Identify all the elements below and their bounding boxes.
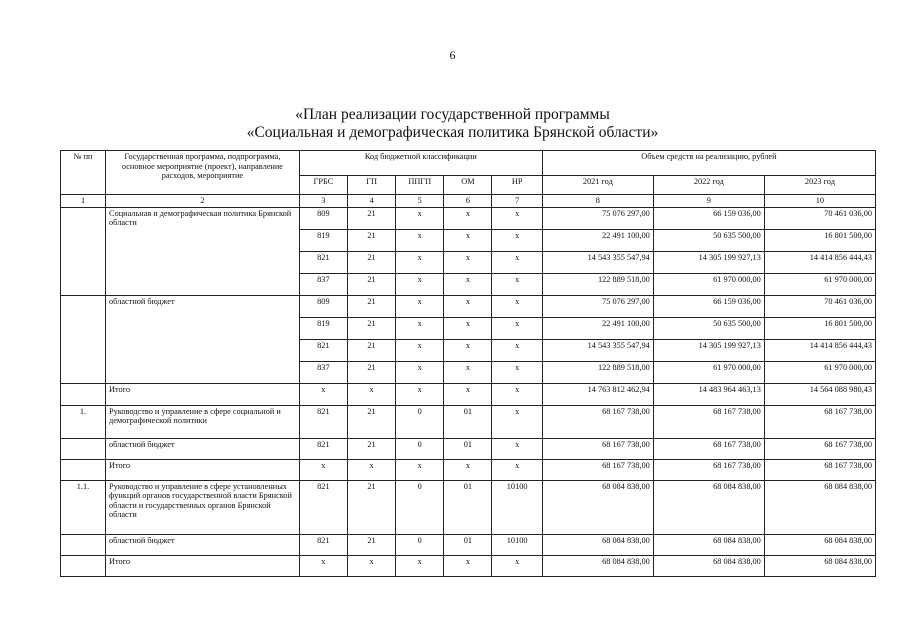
grbs-cell: х xyxy=(299,555,347,576)
gp-cell: 21 xyxy=(347,361,395,383)
header-program: Государственная программа, подпрограмма, основное мероприятие (проект), направление расходов, мероприятие xyxy=(106,151,300,195)
ppgp-cell: х xyxy=(396,317,444,339)
om-cell: х xyxy=(444,251,492,273)
amount-2022-cell: 50 635 500,00 xyxy=(653,317,764,339)
header-nr: НР xyxy=(492,176,542,195)
nr-cell: х xyxy=(492,459,542,480)
gp-cell: х xyxy=(347,383,395,405)
om-cell: х xyxy=(444,317,492,339)
row-number-cell xyxy=(61,295,106,383)
amount-2021-cell: 68 084 838,00 xyxy=(542,480,653,534)
row-number-cell: 1. xyxy=(61,405,106,438)
amount-2023-cell: 68 167 738,00 xyxy=(764,405,875,438)
ppgp-cell: 0 xyxy=(396,534,444,555)
amount-2023-cell: 68 084 838,00 xyxy=(764,480,875,534)
ppgp-cell: х xyxy=(396,251,444,273)
header-2021: 2021 год xyxy=(542,176,653,195)
column-number-cell: 6 xyxy=(444,195,492,208)
gp-cell: 21 xyxy=(347,295,395,317)
amount-2021-cell: 68 167 738,00 xyxy=(542,438,653,459)
column-number-cell: 2 xyxy=(106,195,300,208)
title-line-1: «План реализации государственной программы xyxy=(295,106,610,123)
gp-cell: 21 xyxy=(347,534,395,555)
grbs-cell: 819 xyxy=(299,229,347,251)
nr-cell: х xyxy=(492,383,542,405)
om-cell: 01 xyxy=(444,438,492,459)
header-kbk: Код бюджетной классификации xyxy=(299,151,542,176)
amount-2022-cell: 61 970 000,00 xyxy=(653,273,764,295)
om-cell: х xyxy=(444,207,492,229)
nr-cell: х xyxy=(492,251,542,273)
amount-2022-cell: 14 305 199 927,13 xyxy=(653,251,764,273)
gp-cell: 21 xyxy=(347,273,395,295)
amount-2021-cell: 122 889 518,00 xyxy=(542,273,653,295)
amount-2022-cell: 68 084 838,00 xyxy=(653,480,764,534)
amount-2023-cell: 14 564 088 980,43 xyxy=(764,383,875,405)
amount-2023-cell: 68 084 838,00 xyxy=(764,555,875,576)
header-2023: 2023 год xyxy=(764,176,875,195)
amount-2022-cell: 68 167 738,00 xyxy=(653,438,764,459)
header-2022: 2022 год xyxy=(653,176,764,195)
row-number-cell xyxy=(61,207,106,295)
column-number-cell: 3 xyxy=(299,195,347,208)
amount-2023-cell: 14 414 856 444,43 xyxy=(764,339,875,361)
grbs-cell: 821 xyxy=(299,251,347,273)
nr-cell: х xyxy=(492,229,542,251)
nr-cell: 10100 xyxy=(492,480,542,534)
amount-2022-cell: 68 167 738,00 xyxy=(653,459,764,480)
gp-cell: 21 xyxy=(347,438,395,459)
amount-2021-cell: 14 543 355 547,94 xyxy=(542,251,653,273)
row-number-cell: 1.1. xyxy=(61,480,106,534)
grbs-cell: 821 xyxy=(299,405,347,438)
nr-cell: х xyxy=(492,361,542,383)
amount-2023-cell: 61 970 000,00 xyxy=(764,273,875,295)
program-name-cell: областной бюджет xyxy=(106,295,300,383)
program-name-cell: областной бюджет xyxy=(106,534,300,555)
om-cell: х xyxy=(444,229,492,251)
amount-2022-cell: 61 970 000,00 xyxy=(653,361,764,383)
header-num: № пп xyxy=(61,151,106,195)
nr-cell: х xyxy=(492,555,542,576)
amount-2022-cell: 50 635 500,00 xyxy=(653,229,764,251)
row-number-cell xyxy=(61,383,106,405)
amount-2022-cell: 14 305 199 927,13 xyxy=(653,339,764,361)
amount-2023-cell: 16 801 500,00 xyxy=(764,229,875,251)
program-name-cell: Итого xyxy=(106,383,300,405)
amount-2022-cell: 66 159 036,00 xyxy=(653,295,764,317)
program-name-cell: Итого xyxy=(106,555,300,576)
om-cell: 01 xyxy=(444,480,492,534)
ppgp-cell: х xyxy=(396,207,444,229)
column-number-cell: 7 xyxy=(492,195,542,208)
column-number-cell: 9 xyxy=(653,195,764,208)
nr-cell: х xyxy=(492,339,542,361)
row-number-cell xyxy=(61,534,106,555)
program-name-cell: областной бюджет xyxy=(106,438,300,459)
om-cell: х xyxy=(444,459,492,480)
row-number-cell xyxy=(61,438,106,459)
table-row xyxy=(61,438,876,459)
program-name-cell: Социальная и демографическая политика Брянской области xyxy=(106,207,300,295)
row-number-cell xyxy=(61,555,106,576)
ppgp-cell: х xyxy=(396,229,444,251)
amount-2021-cell: 22 491 100,00 xyxy=(542,317,653,339)
amount-2021-cell: 68 084 838,00 xyxy=(542,555,653,576)
amount-2022-cell: 68 084 838,00 xyxy=(653,534,764,555)
table-body xyxy=(61,207,876,576)
program-name-cell: Итого xyxy=(106,459,300,480)
ppgp-cell: х xyxy=(396,459,444,480)
amount-2021-cell: 68 167 738,00 xyxy=(542,459,653,480)
amount-2022-cell: 68 167 738,00 xyxy=(653,405,764,438)
ppgp-cell: х xyxy=(396,555,444,576)
ppgp-cell: 0 xyxy=(396,405,444,438)
grbs-cell: 821 xyxy=(299,534,347,555)
title-line-2: «Социальная и демографическая политика Брянской области» xyxy=(246,124,659,141)
table-row xyxy=(61,405,876,438)
grbs-cell: 837 xyxy=(299,361,347,383)
header-ppgp: ППГП xyxy=(396,176,444,195)
gp-cell: х xyxy=(347,555,395,576)
amount-2021-cell: 68 167 738,00 xyxy=(542,405,653,438)
ppgp-cell: 0 xyxy=(396,438,444,459)
amount-2021-cell: 14 543 355 547,94 xyxy=(542,339,653,361)
grbs-cell: х xyxy=(299,383,347,405)
ppgp-cell: х xyxy=(396,273,444,295)
grbs-cell: 809 xyxy=(299,295,347,317)
amount-2021-cell: 22 491 100,00 xyxy=(542,229,653,251)
om-cell: 01 xyxy=(444,405,492,438)
amount-2023-cell: 61 970 000,00 xyxy=(764,361,875,383)
column-number-cell: 1 xyxy=(61,195,106,208)
gp-cell: 21 xyxy=(347,405,395,438)
amount-2021-cell: 75 076 297,00 xyxy=(542,295,653,317)
nr-cell: х xyxy=(492,405,542,438)
nr-cell: х xyxy=(492,295,542,317)
program-name-cell: Руководство и управление в сфере социальной и демографической политики xyxy=(106,405,300,438)
ppgp-cell: х xyxy=(396,361,444,383)
header-grbs: ГРБС xyxy=(299,176,347,195)
table-row xyxy=(61,534,876,555)
column-number-cell: 10 xyxy=(764,195,875,208)
column-number-cell: 5 xyxy=(396,195,444,208)
amount-2022-cell: 14 483 964 463,13 xyxy=(653,383,764,405)
row-number-cell xyxy=(61,459,106,480)
column-number-cell: 8 xyxy=(542,195,653,208)
om-cell: х xyxy=(444,361,492,383)
column-number-cell: 4 xyxy=(347,195,395,208)
grbs-cell: х xyxy=(299,459,347,480)
header-om: ОМ xyxy=(444,176,492,195)
ppgp-cell: х xyxy=(396,295,444,317)
amount-2021-cell: 14 763 812 462,94 xyxy=(542,383,653,405)
header-gp: ГП xyxy=(347,176,395,195)
program-name-cell: Руководство и управление в сфере установленных функций органов государственной власти Брянской области и государственных органов Брянской области xyxy=(106,480,300,534)
amount-2023-cell: 68 167 738,00 xyxy=(764,438,875,459)
grbs-cell: 821 xyxy=(299,438,347,459)
amount-2023-cell: 16 801 500,00 xyxy=(764,317,875,339)
amount-2023-cell: 68 167 738,00 xyxy=(764,459,875,480)
om-cell: х xyxy=(444,295,492,317)
om-cell: х xyxy=(444,383,492,405)
om-cell: х xyxy=(444,555,492,576)
gp-cell: 21 xyxy=(347,317,395,339)
gp-cell: 21 xyxy=(347,480,395,534)
ppgp-cell: 0 xyxy=(396,480,444,534)
grbs-cell: 821 xyxy=(299,480,347,534)
nr-cell: х xyxy=(492,438,542,459)
om-cell: 01 xyxy=(444,534,492,555)
ppgp-cell: х xyxy=(396,339,444,361)
amount-2022-cell: 68 084 838,00 xyxy=(653,555,764,576)
page-number: 6 xyxy=(449,48,456,62)
ppgp-cell: х xyxy=(396,383,444,405)
amount-2023-cell: 70 461 036,00 xyxy=(764,207,875,229)
gp-cell: 21 xyxy=(347,229,395,251)
grbs-cell: 821 xyxy=(299,339,347,361)
nr-cell: х xyxy=(492,273,542,295)
amount-2021-cell: 68 084 838,00 xyxy=(542,534,653,555)
gp-cell: 21 xyxy=(347,251,395,273)
amount-2023-cell: 68 084 838,00 xyxy=(764,534,875,555)
table-row xyxy=(61,383,876,405)
gp-cell: 21 xyxy=(347,207,395,229)
amount-2023-cell: 14 414 856 444,43 xyxy=(764,251,875,273)
budget-plan-table xyxy=(60,150,876,577)
amount-2021-cell: 75 076 297,00 xyxy=(542,207,653,229)
nr-cell: х xyxy=(492,317,542,339)
table-row xyxy=(61,207,876,229)
om-cell: х xyxy=(444,339,492,361)
om-cell: х xyxy=(444,273,492,295)
table-row xyxy=(61,459,876,480)
column-number-row xyxy=(61,195,876,208)
nr-cell: х xyxy=(492,207,542,229)
table-row xyxy=(61,555,876,576)
table-row xyxy=(61,295,876,317)
grbs-cell: 809 xyxy=(299,207,347,229)
document-title xyxy=(0,106,905,142)
gp-cell: х xyxy=(347,459,395,480)
gp-cell: 21 xyxy=(347,339,395,361)
amount-2023-cell: 70 461 036,00 xyxy=(764,295,875,317)
amount-2021-cell: 122 889 518,00 xyxy=(542,361,653,383)
grbs-cell: 837 xyxy=(299,273,347,295)
table-row xyxy=(61,480,876,534)
grbs-cell: 819 xyxy=(299,317,347,339)
header-volume: Объем средств на реализацию, рублей xyxy=(542,151,875,176)
amount-2022-cell: 66 159 036,00 xyxy=(653,207,764,229)
nr-cell: 10100 xyxy=(492,534,542,555)
